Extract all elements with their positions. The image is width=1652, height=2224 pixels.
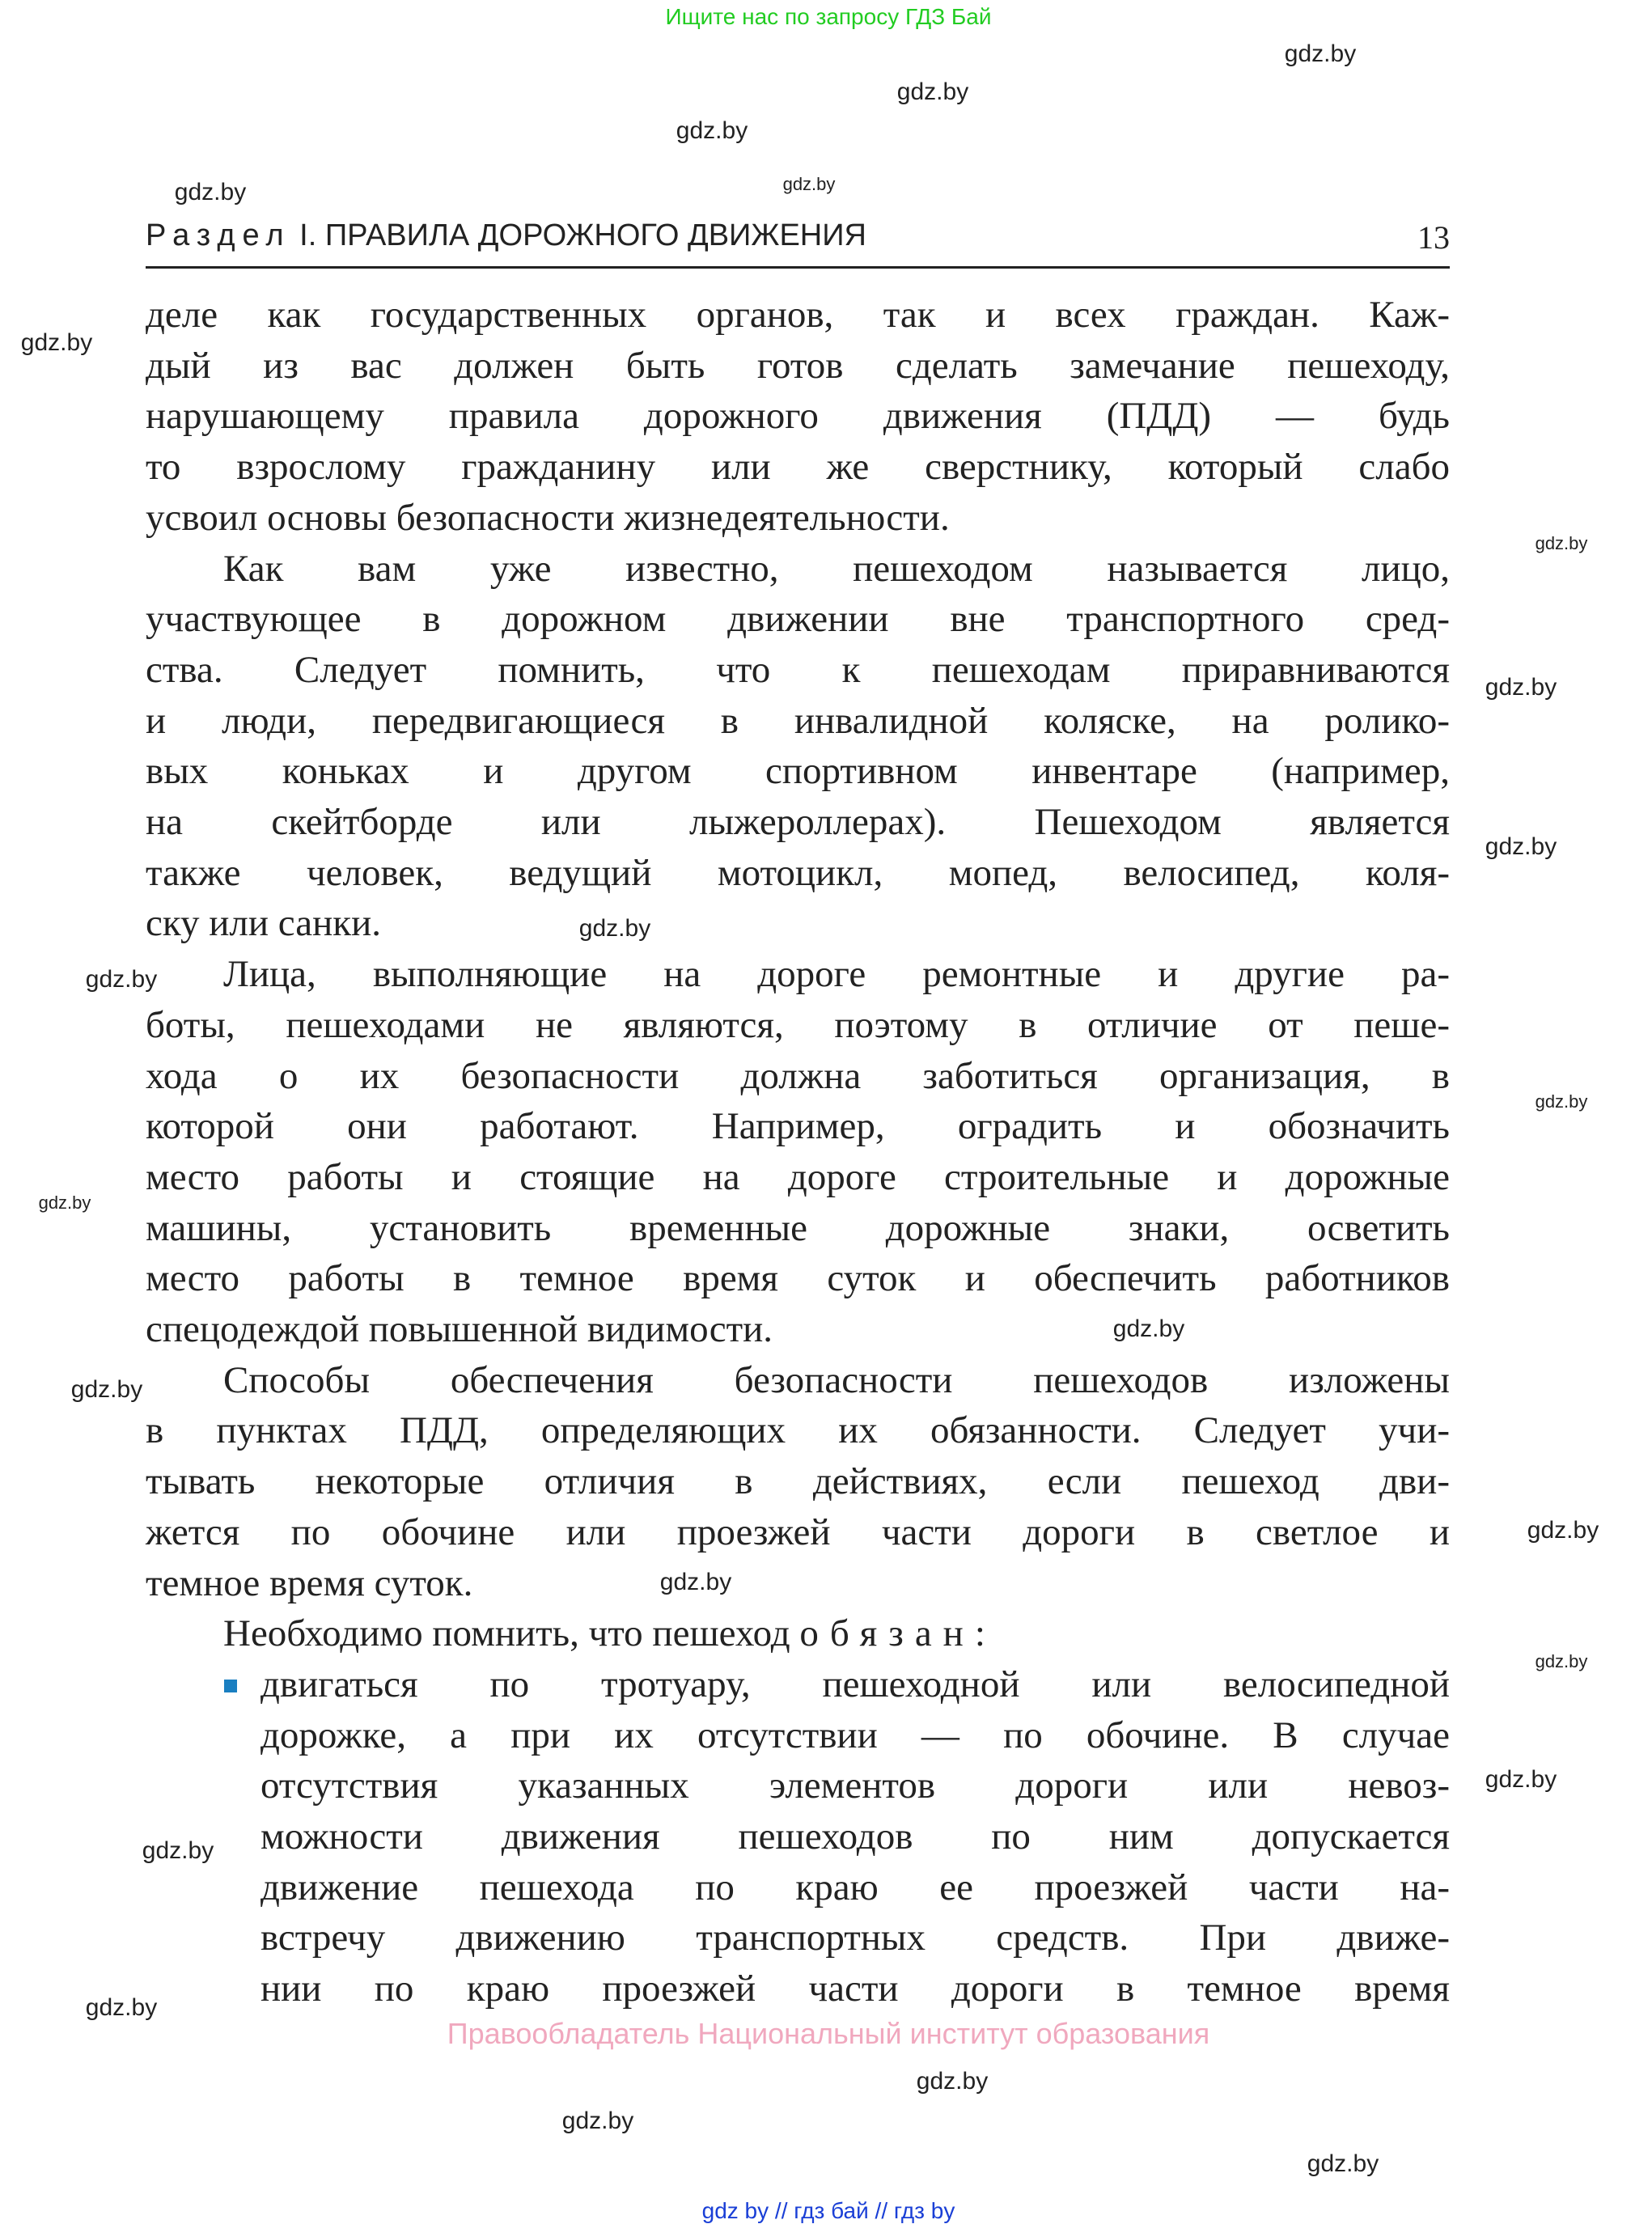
text-line: [146, 1561, 1450, 1605]
line-text: двигаться по тротуару, пешеходной или велосипедной: [261, 1663, 1450, 1705]
line-text: темное время суток.: [146, 1561, 473, 1604]
watermark: gdz.by: [1527, 1517, 1599, 1544]
watermark: gdz.by: [1112, 1315, 1185, 1342]
text-line: [146, 394, 1450, 438]
text-line: [223, 1612, 1450, 1655]
text-line: [146, 699, 1450, 743]
watermark: gdz.by: [659, 1569, 732, 1595]
line-text: дый из вас должен быть готов сделать замечание пешеходу,: [146, 344, 1450, 387]
text-line: [223, 952, 1450, 996]
text-line: [261, 1764, 1450, 1807]
text-line: [146, 1459, 1450, 1503]
text-line: [261, 1714, 1450, 1757]
text-line: [261, 1866, 1450, 1909]
text-line: [261, 1967, 1450, 2010]
section-title: I. ПРАВИЛА ДОРОЖНОГО ДВИЖЕНИЯ: [299, 218, 867, 252]
text-line: [146, 1307, 1450, 1351]
line-text: тывать некоторые отличия в действиях, если пешеход дви-: [146, 1460, 1450, 1503]
text-line: [146, 293, 1450, 337]
watermark: gdz.by: [1485, 674, 1557, 701]
watermark: gdz.by: [1485, 833, 1557, 860]
text-line: [223, 1358, 1450, 1402]
text-line: [146, 445, 1450, 489]
line-text: спецодеждой повышенной видимости.: [146, 1308, 773, 1350]
text-line: [146, 851, 1450, 895]
line-text: ску или санки.: [146, 902, 381, 945]
watermark: gdz.by: [70, 1376, 143, 1403]
line-text: отсутствия указанных элементов дороги или невоз-: [261, 1764, 1450, 1807]
watermark: gdz.by: [85, 966, 158, 993]
watermark: gdz.by: [782, 174, 836, 194]
text-line: [261, 1916, 1450, 1959]
copyright-notice: Правообладатель Национальный институт образования: [447, 2017, 1210, 2050]
watermark: gdz.by: [896, 78, 969, 105]
page-number: 13: [1417, 219, 1450, 256]
text-line: [146, 901, 1450, 945]
watermark: gdz.by: [38, 1192, 91, 1213]
text-line: [146, 1003, 1450, 1047]
section-word: Раздел: [146, 218, 291, 252]
watermark: gdz.by: [1307, 2150, 1379, 2177]
text-line: [146, 1054, 1450, 1098]
line-text: участвующее в дорожном движении вне транспортного сред-: [146, 598, 1450, 641]
watermark: gdz.by: [561, 2108, 634, 2134]
line-text: встречу движению транспортных средств. При движе-: [261, 1917, 1450, 1959]
text-line: [146, 800, 1450, 844]
text-line: [146, 1155, 1450, 1199]
line-text: место работы в темное время суток и обеспечить работников: [146, 1257, 1450, 1300]
watermark: gdz.by: [1485, 1766, 1557, 1793]
text-line: [261, 1815, 1450, 1858]
line-text: можности движения пешеходов по ним допускается: [261, 1815, 1450, 1858]
line-text: нарушающему правила дорожного движения (ПДД) — будь: [146, 395, 1450, 438]
bullet-square-icon: [224, 1680, 237, 1692]
line-text: вых коньках и другом спортивном инвентаре (например,: [146, 750, 1450, 793]
line-text: Как вам уже известно, пешеходом называется лицо,: [223, 547, 1450, 590]
text-line: [146, 1409, 1450, 1452]
line-text: то взрослому гражданину или же сверстнику, который слабо: [146, 446, 1450, 489]
line-text: которой они работают. Например, оградить и обозначить: [146, 1105, 1450, 1148]
text-line: [146, 597, 1450, 641]
top-banner[interactable]: Ищите нас по запросу ГДЗ Бай: [665, 4, 992, 29]
line-text: место работы и стоящие на дороге строительные и дорожные: [146, 1155, 1450, 1198]
watermark: gdz.by: [174, 179, 247, 205]
watermark: gdz.by: [676, 117, 748, 144]
watermark: gdz.by: [85, 1994, 158, 2021]
line-text: дорожке, а при их отсутствии — по обочине. В случае: [261, 1714, 1450, 1756]
running-header: [146, 218, 866, 253]
line-text: также человек, ведущий мотоцикл, мопед, велосипед, коля-: [146, 851, 1450, 894]
line-text: машины, установить временные дорожные знаки, осветить: [146, 1206, 1450, 1249]
line-text: на скейтборде или лыжероллерах). Пешеходом является: [146, 801, 1450, 843]
watermark: gdz.by: [142, 1837, 214, 1864]
watermark: gdz.by: [578, 915, 651, 942]
line-text: и люди, передвигающиеся в инвалидной коляске, на ролико-: [146, 699, 1450, 742]
line-text: жется по обочине или проезжей части дороги в светлое и: [146, 1510, 1450, 1553]
text-line: [146, 1510, 1450, 1554]
line-text: Необходимо помнить, что пешеход: [223, 1612, 800, 1655]
watermark: gdz.by: [1284, 40, 1357, 67]
line-text: Способы обеспечения безопасности пешеходов изложены: [223, 1358, 1450, 1401]
text-line: [146, 344, 1450, 388]
line-text: хода о их безопасности должна заботиться организация, в: [146, 1054, 1450, 1097]
watermark: gdz.by: [20, 329, 93, 356]
text-line: [146, 1206, 1450, 1250]
line-text: боты, пешеходами не являются, поэтому в отличие от пеше-: [146, 1003, 1450, 1046]
text-line: [223, 547, 1450, 591]
line-text: Лица, выполняющие на дороге ремонтные и другие ра-: [223, 953, 1450, 996]
line-text: в пунктах ПДД, определяющих их обязанности. Следует учи-: [146, 1409, 1450, 1452]
line-text: нии по краю проезжей части дороги в темное время: [261, 1968, 1450, 2010]
text-line: [146, 648, 1450, 692]
text-line: [146, 1256, 1450, 1300]
watermark: gdz.by: [916, 2068, 989, 2095]
watermark: gdz.by: [1535, 533, 1588, 553]
text-line: [146, 496, 1450, 540]
text-line: [261, 1663, 1450, 1706]
text-line: [146, 749, 1450, 793]
line-text: усвоил основы безопасности жизнедеятельности.: [146, 496, 950, 539]
watermark: gdz.by: [1535, 1091, 1588, 1112]
line-text: движение пешехода по краю ее проезжей части на-: [261, 1866, 1450, 1908]
header-rule: [146, 266, 1450, 269]
emphasized-word: обязан:: [799, 1612, 997, 1655]
line-text: ства. Следует помнить, что к пешеходам приравниваются: [146, 648, 1450, 691]
text-line: [146, 1104, 1450, 1148]
watermark: gdz.by: [1535, 1651, 1588, 1671]
line-text: деле как государственных органов, так и всех граждан. Каж-: [146, 294, 1450, 336]
footer-links[interactable]: gdz by // гдз бай // гдз by: [701, 2198, 955, 2223]
